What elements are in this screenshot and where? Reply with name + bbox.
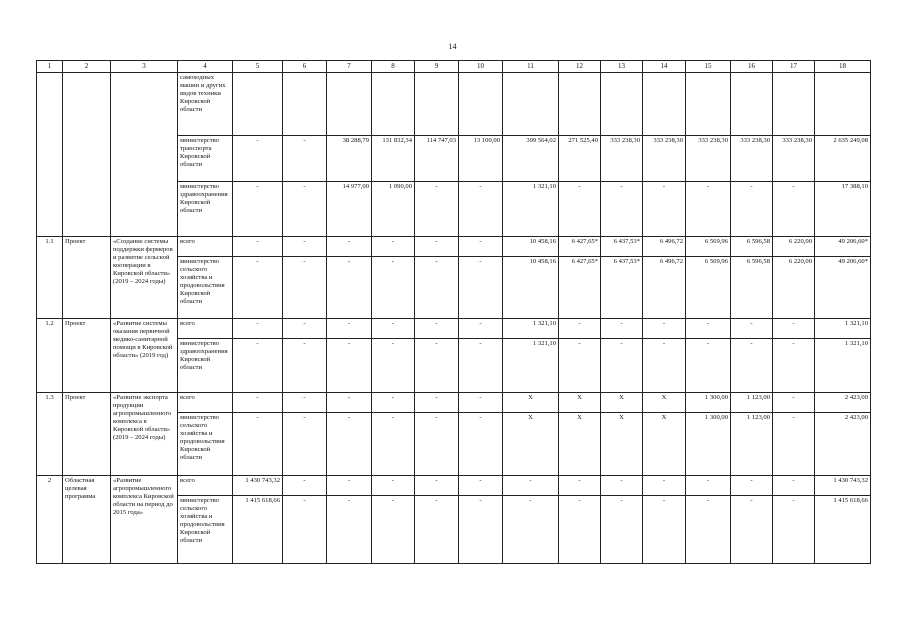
table-row [37,237,871,257]
value-cell: - [459,182,503,237]
item-title-cell: «Развитие системы оказания первичной медико-санитарной помощи в Кировской области» (2019 год) [111,319,178,393]
page-number: 14 [448,42,457,51]
value-cell: 333 238,30 [601,136,643,182]
column-number: 6 [283,61,327,73]
value-cell: - [459,339,503,393]
column-number: 2 [63,61,111,73]
value-cell: 1 321,10 [503,319,559,339]
value-cell: - [559,339,601,393]
value-cell: - [327,476,372,496]
value-cell: - [372,237,415,257]
item-number-cell: 1.3 [37,393,63,476]
value-cell: - [686,182,731,237]
value-cell: - [415,319,459,339]
value-cell: 6 596,58 [731,257,773,319]
value-cell: 131 832,34 [372,136,415,182]
value-cell: - [283,237,327,257]
value-cell: - [773,496,815,564]
item-number-cell: 2 [37,476,63,564]
value-cell: - [731,319,773,339]
value-cell: - [459,393,503,413]
item-title-cell: «Развитие агропромышленного комплекса Кировской области на период до 2015 года» [111,476,178,564]
value-cell: 1 123,00 [731,393,773,413]
value-cell: - [372,476,415,496]
item-title-cell: «Развитие экспорта продукции агропромышленного комплекса в Кировской области» (2019 – 2024 годы) [111,393,178,476]
value-cell: - [233,257,283,319]
value-cell: 6 220,00 [773,237,815,257]
value-cell: 1 321,10 [503,339,559,393]
value-cell: - [415,496,459,564]
executor-cell: всего [178,319,233,339]
item-type-cell: Проект [63,237,111,319]
value-cell: - [773,476,815,496]
value-cell: 1 090,00 [372,182,415,237]
item-type-cell: Проект [63,393,111,476]
value-cell [815,73,871,136]
value-cell [459,73,503,136]
value-cell: 271 525,40 [559,136,601,182]
value-cell: - [283,413,327,476]
value-cell: - [731,339,773,393]
table-row [37,319,871,339]
value-cell [601,73,643,136]
value-cell [559,73,601,136]
value-cell [773,73,815,136]
value-cell [327,73,372,136]
executor-cell: министерство сельского хозяйства и продовольствия Кировской области [178,496,233,564]
value-cell: - [643,339,686,393]
item-type-cell [63,73,111,237]
item-number-cell: 1.1 [37,237,63,319]
value-cell: - [601,319,643,339]
value-cell: - [283,257,327,319]
value-cell: 6 569,96 [686,237,731,257]
value-cell: - [773,413,815,476]
table-row [37,393,871,413]
value-cell: - [372,413,415,476]
value-cell: - [283,339,327,393]
value-cell: 13 100,00 [459,136,503,182]
column-number: 5 [233,61,283,73]
value-cell: - [415,257,459,319]
value-cell: - [731,476,773,496]
value-cell: - [372,393,415,413]
value-cell: - [643,319,686,339]
value-cell [643,73,686,136]
column-number: 7 [327,61,372,73]
value-cell: - [233,136,283,182]
value-cell: - [459,476,503,496]
column-number: 1 [37,61,63,73]
value-cell: - [233,319,283,339]
value-cell: - [601,496,643,564]
value-cell: 6 427,65* [559,257,601,319]
value-cell [372,73,415,136]
value-cell: 1 415 618,66 [233,496,283,564]
executor-cell: министерство здравоохранения Кировской области [178,182,233,237]
value-cell: - [283,319,327,339]
value-cell: - [773,339,815,393]
value-cell [731,73,773,136]
executor-cell: министерство транспорта Кировской области [178,136,233,182]
value-cell: - [327,496,372,564]
value-cell: 6 437,53* [601,237,643,257]
value-cell: - [372,496,415,564]
value-cell: - [559,319,601,339]
value-cell: 6 496,72 [643,257,686,319]
executor-cell: всего [178,237,233,257]
executor-cell: всего [178,393,233,413]
value-cell: - [415,237,459,257]
value-cell: - [283,136,327,182]
value-cell: - [283,393,327,413]
value-cell: 2 423,00 [815,393,871,413]
value-cell: - [559,182,601,237]
value-cell: 10 458,16 [503,257,559,319]
column-number: 13 [601,61,643,73]
value-cell: - [415,182,459,237]
value-cell: - [731,182,773,237]
value-cell: - [773,393,815,413]
column-number: 15 [686,61,731,73]
value-cell: 114 747,03 [415,136,459,182]
value-cell: X [601,413,643,476]
value-cell [233,73,283,136]
value-cell: - [233,182,283,237]
value-cell: - [327,339,372,393]
value-cell: 6 437,53* [601,257,643,319]
value-cell: - [459,413,503,476]
value-cell: - [415,413,459,476]
value-cell [686,73,731,136]
value-cell: - [459,237,503,257]
value-cell: - [327,237,372,257]
executor-cell: министерство сельского хозяйства и продовольствия Кировской области [178,257,233,319]
column-number: 9 [415,61,459,73]
column-number: 17 [773,61,815,73]
value-cell: X [559,393,601,413]
value-cell: - [601,476,643,496]
value-cell: 333 238,30 [643,136,686,182]
column-number: 10 [459,61,503,73]
value-cell: - [327,257,372,319]
column-number: 3 [111,61,178,73]
budget-table [36,60,871,564]
value-cell: - [686,496,731,564]
value-cell: 1 123,00 [731,413,773,476]
column-number-row [37,61,871,73]
item-number-cell: 1.2 [37,319,63,393]
value-cell: 1 430 743,32 [815,476,871,496]
value-cell: - [233,237,283,257]
item-type-cell: Областная целевая программа [63,476,111,564]
item-type-cell: Проект [63,319,111,393]
executor-cell: министерство сельского хозяйства и продовольствия Кировской области [178,413,233,476]
value-cell: 2 635 249,08 [815,136,871,182]
value-cell: 17 388,10 [815,182,871,237]
value-cell: - [415,476,459,496]
value-cell: 1 300,00 [686,393,731,413]
value-cell: 49 206,60* [815,257,871,319]
column-number: 16 [731,61,773,73]
value-cell: 6 496,72 [643,237,686,257]
column-number: 4 [178,61,233,73]
value-cell: 6 569,96 [686,257,731,319]
value-cell: 2 423,00 [815,413,871,476]
value-cell: - [601,339,643,393]
executor-cell: всего [178,476,233,496]
value-cell: - [773,319,815,339]
value-cell: - [459,257,503,319]
value-cell: - [415,339,459,393]
value-cell: - [283,476,327,496]
value-cell: - [643,182,686,237]
value-cell: 1 321,10 [503,182,559,237]
value-cell: - [601,182,643,237]
column-number: 12 [559,61,601,73]
value-cell: - [372,319,415,339]
value-cell [283,73,327,136]
value-cell: - [459,319,503,339]
value-cell: - [233,393,283,413]
executor-cell: самоходных машин и других видов техники Кировской области [178,73,233,136]
value-cell: - [233,413,283,476]
value-cell: - [459,496,503,564]
value-cell: - [283,496,327,564]
value-cell: 1 321,10 [815,319,871,339]
value-cell: - [372,339,415,393]
value-cell: - [327,413,372,476]
value-cell: 6 220,00 [773,257,815,319]
item-number-cell [37,73,63,237]
value-cell: - [686,339,731,393]
value-cell: - [686,319,731,339]
value-cell: - [327,319,372,339]
value-cell [415,73,459,136]
item-title-cell [111,73,178,237]
item-title-cell: «Создание системы поддержки фермеров и развитие сельской кооперации в Кировской области» (2019 – 2024 годы) [111,237,178,319]
column-number: 14 [643,61,686,73]
value-cell: X [643,413,686,476]
value-cell: - [503,496,559,564]
column-number: 8 [372,61,415,73]
table-row [37,476,871,496]
value-cell: 38 288,79 [327,136,372,182]
value-cell: X [503,393,559,413]
value-cell: - [773,182,815,237]
column-number: 11 [503,61,559,73]
value-cell: - [233,339,283,393]
value-cell: - [731,496,773,564]
value-cell: - [559,496,601,564]
table-row [37,73,871,136]
value-cell: - [415,393,459,413]
value-cell: 1 430 743,32 [233,476,283,496]
value-cell: 14 977,00 [327,182,372,237]
value-cell: X [503,413,559,476]
value-cell: 1 321,10 [815,339,871,393]
value-cell: 6 427,65* [559,237,601,257]
value-cell: 399 564,02 [503,136,559,182]
column-number: 18 [815,61,871,73]
value-cell: - [372,257,415,319]
value-cell: 1 300,00 [686,413,731,476]
value-cell: - [643,476,686,496]
value-cell: 333 238,30 [731,136,773,182]
value-cell [503,73,559,136]
value-cell: - [503,476,559,496]
value-cell: - [283,182,327,237]
value-cell: X [559,413,601,476]
value-cell: 1 415 618,66 [815,496,871,564]
value-cell: 333 238,30 [773,136,815,182]
value-cell: - [327,393,372,413]
value-cell: X [643,393,686,413]
value-cell: 49 206,60* [815,237,871,257]
value-cell: - [686,476,731,496]
value-cell: X [601,393,643,413]
value-cell: - [559,476,601,496]
value-cell: 6 596,58 [731,237,773,257]
executor-cell: министерство здравоохранения Кировской области [178,339,233,393]
value-cell: 333 238,30 [686,136,731,182]
value-cell: - [643,496,686,564]
value-cell: 10 458,16 [503,237,559,257]
